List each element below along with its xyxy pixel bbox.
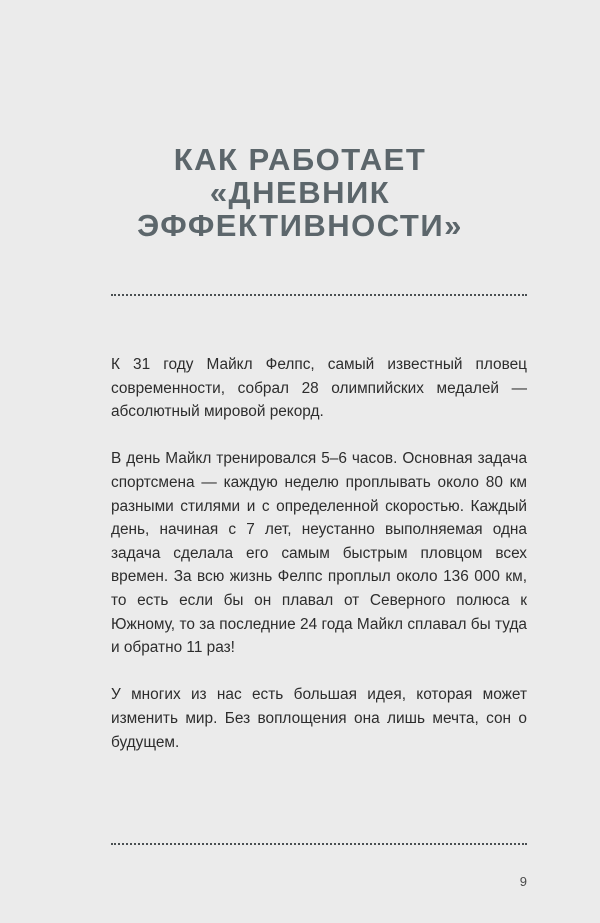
body-text	[111, 353, 527, 778]
chapter-title	[0, 143, 600, 242]
chapter-title-line-3: ЭФФЕКТИВНОСТИ»	[137, 208, 463, 243]
chapter-title-line-1: КАК РАБОТАЕТ	[173, 142, 427, 177]
chapter-title-line-2: «ДНЕВНИК	[209, 175, 391, 210]
top-dotted-divider	[111, 294, 527, 296]
paragraph-1: К 31 году Майкл Фелпс, самый известный пловец современности, собрал 28 олимпийских медалей — абсолютный мировой рекорд.	[111, 356, 527, 421]
paragraph-2: В день Майкл тренировался 5–6 часов. Основная задача спортсмена — каждую неделю проплывать около 80 км разными стилями и с определенной скоростью. Каждый день, начиная с 7 лет, неустанно выполняемая одна задача сделала его самым быстрым пловцом всех времен. За всю жизнь Фелпс проплыл около 136 000 км, то есть если бы он плавал от Северного полюса к Южному, то за последние 24 года Майкл сплавал бы туда и обратно 11 раз!	[111, 450, 527, 657]
paragraph-3: У многих из нас есть большая идея, которая может изменить мир. Без воплощения она лишь мечта, сон о будущем.	[111, 686, 527, 751]
page-number: 9	[519, 874, 527, 889]
bottom-dotted-divider	[111, 843, 527, 845]
